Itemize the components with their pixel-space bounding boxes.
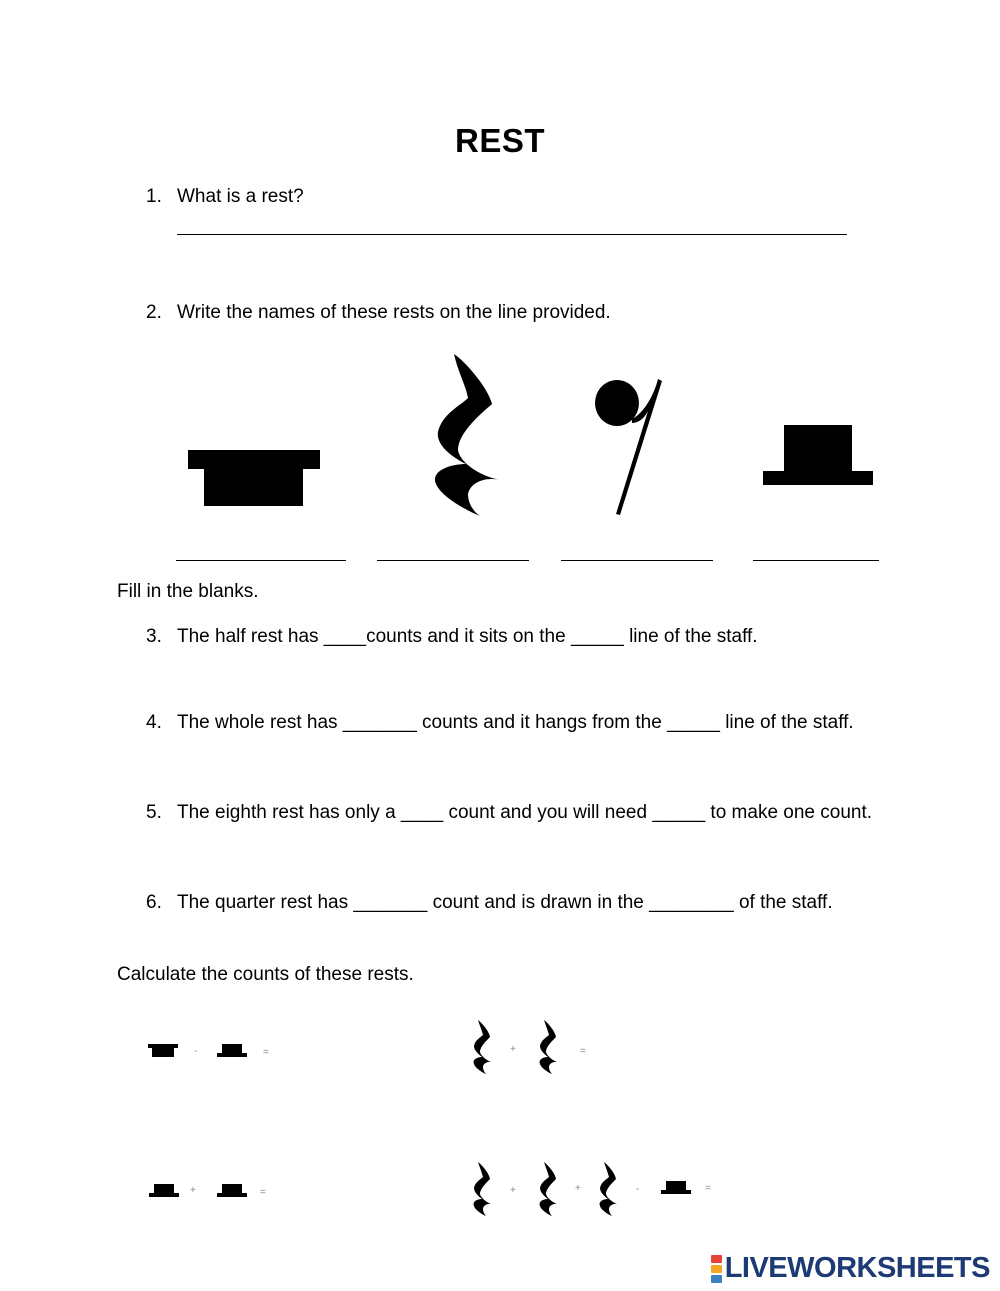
question-2-text: Write the names of these rests on the line provided. bbox=[177, 302, 611, 323]
question-6 bbox=[0, 888, 1000, 948]
question-1-text: What is a rest? bbox=[177, 186, 304, 207]
question-6-number: 6. bbox=[146, 892, 162, 913]
minus-sign: - bbox=[636, 1184, 640, 1195]
half-rest-small-icon bbox=[661, 1181, 693, 1197]
plus-sign: + bbox=[510, 1185, 516, 1196]
answer-line-1[interactable] bbox=[177, 234, 847, 235]
rest-name-line-2[interactable] bbox=[377, 560, 529, 561]
quarter-rest-icon bbox=[430, 352, 510, 518]
rest-name-line-3[interactable] bbox=[561, 560, 713, 561]
half-rest-small-icon bbox=[217, 1184, 249, 1200]
question-3-number: 3. bbox=[146, 626, 162, 647]
question-5-text: The eighth rest has only a ____ count and you will need _____ to make one count. bbox=[177, 802, 873, 823]
equals-sign: = bbox=[260, 1187, 266, 1198]
quarter-rest-small-icon bbox=[472, 1161, 492, 1217]
question-3-text: The half rest has ____counts and it sits on the _____ line of the staff. bbox=[177, 626, 758, 647]
quarter-rest-small-icon bbox=[538, 1019, 558, 1075]
question-4-text: The whole rest has _______ counts and it hangs from the _____ line of the staff. bbox=[177, 712, 854, 733]
question-2 bbox=[0, 298, 1000, 328]
calculate-heading: Calculate the counts of these rests. bbox=[117, 964, 414, 985]
plus-sign: + bbox=[190, 1185, 196, 1196]
question-6-text: The quarter rest has _______ count and is drawn in the ________ of the staff. bbox=[177, 892, 833, 913]
logo-block bbox=[711, 1265, 722, 1273]
page-title: REST bbox=[454, 122, 545, 159]
plus-sign: + bbox=[510, 1044, 516, 1055]
plus-sign: + bbox=[575, 1183, 581, 1194]
question-2-number: 2. bbox=[146, 302, 162, 323]
fill-in-heading: Fill in the blanks. bbox=[117, 581, 259, 602]
quarter-rest-small-icon bbox=[472, 1019, 492, 1075]
question-4 bbox=[0, 708, 1000, 768]
logo-block bbox=[711, 1275, 722, 1283]
eighth-rest-icon bbox=[592, 375, 672, 517]
logo-mark-icon bbox=[711, 1254, 722, 1284]
logo-block bbox=[711, 1255, 722, 1263]
equals-sign: = bbox=[263, 1047, 269, 1058]
half-rest-icon bbox=[188, 450, 320, 508]
equals-sign: = bbox=[580, 1046, 586, 1057]
question-5-number: 5. bbox=[146, 802, 162, 823]
quarter-rest-small-icon bbox=[538, 1161, 558, 1217]
quarter-rest-small-icon bbox=[598, 1161, 618, 1217]
half-rest-small-icon bbox=[149, 1184, 181, 1200]
question-3 bbox=[0, 622, 1000, 652]
minus-sign: - bbox=[194, 1046, 198, 1057]
question-5 bbox=[0, 798, 1000, 858]
liveworksheets-logo bbox=[711, 1252, 990, 1285]
whole-rest-small-icon bbox=[148, 1044, 180, 1060]
whole-rest-icon bbox=[763, 425, 875, 487]
question-4-number: 4. bbox=[146, 712, 162, 733]
rest-name-line-4[interactable] bbox=[753, 560, 879, 561]
half-rest-small-icon bbox=[217, 1044, 249, 1060]
question-1 bbox=[0, 182, 1000, 212]
question-1-number: 1. bbox=[146, 186, 162, 207]
rest-name-line-1[interactable] bbox=[176, 560, 346, 561]
logo-text: LIVEWORKSHEETS bbox=[724, 1252, 990, 1284]
equals-sign: = bbox=[705, 1183, 711, 1194]
